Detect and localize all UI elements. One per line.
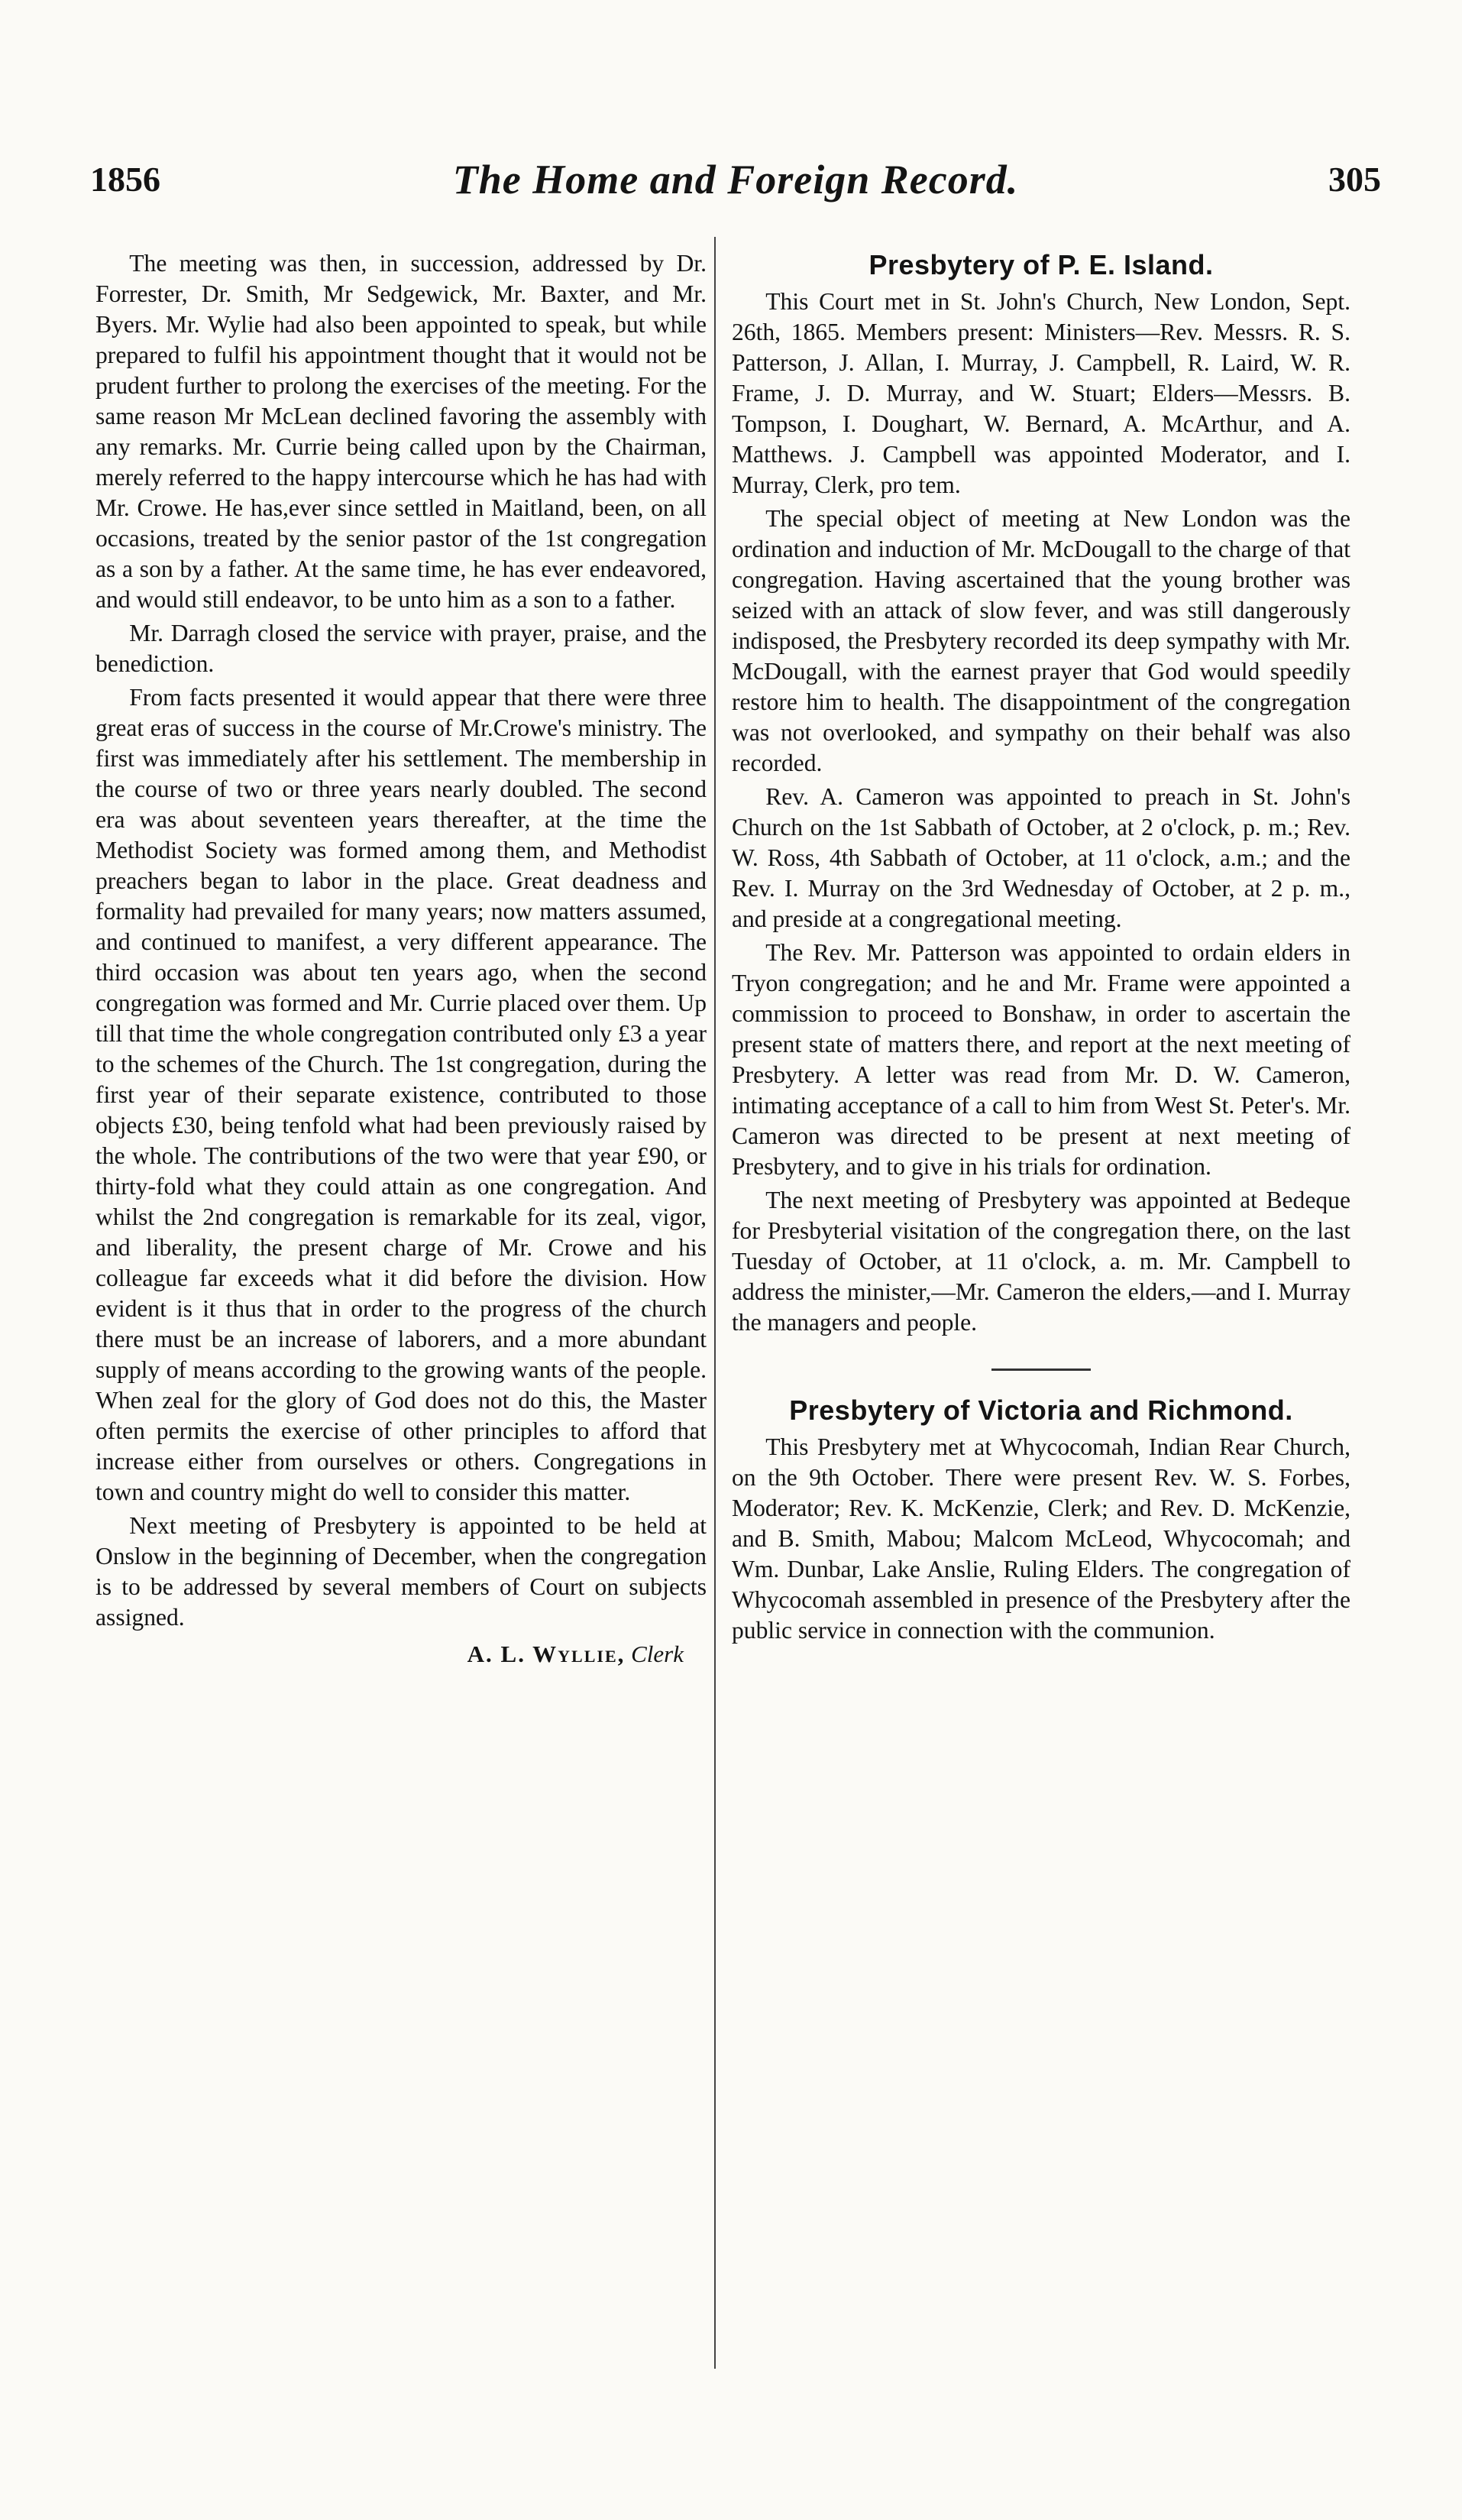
- paragraph: Mr. Darragh closed the service with prayer, praise, and the benediction.: [95, 620, 707, 677]
- left-column: [95, 248, 707, 1670]
- signature-name: A. L. Wyllie,: [467, 1641, 626, 1667]
- paragraph: The next meeting of Presbytery was appointed at Bedeque for Presbyterial visitation of the congregation there, on the last Tuesday of October, at 11 o'clock, a. m. Mr. Campbell to address the minister,—Mr. Cameron the elders,—and I. Murray the managers and people.: [732, 1187, 1350, 1336]
- section-heading-pei: Presbytery of P. E. Island.: [868, 249, 1214, 280]
- signature: [95, 1639, 707, 1670]
- paragraph: From facts presented it would appear that there were three great eras of success in the course of Mr.Crowe's ministry. The first was immediately after his settlement. The membership in the course of two or three years nearly doubled. The second era was about seventeen years thereafter, at the time the Methodist Society was formed among them, and Methodist preachers began to labor in the place. Great deadness and formality had prevailed for many years; now matters assumed, and continued to manifest, a very different appearance. The third occasion was about ten years ago, when the second congregation was formed and Mr. Currie placed over them. Up till that time the whole congregation contributed only £3 a year to the schemes of the Church. The 1st congregation, during the first year of their separate existence, contributed to those objects £30, being tenfold what had been previously raised by the whole. The contributions of the two were that year £90, or thirty-fold what they could attain as one congregation. And whilst the 2nd congregation is remarkable for its zeal, vigor, and liberality, the present charge of Mr. Crowe and his colleague far exceeds what it did before the division. How evident is it thus that in order to the progress of the church there must be an increase of laborers, and a more abundant supply of means according to the growing wants of the people. When zeal for the glory of God does not do this, the Master often permits the exercise of other principles to afford that increase either from ourselves or others. Congregations in town and country might do well to consider this matter.: [95, 684, 707, 1505]
- paragraph: The meeting was then, in succession, addressed by Dr. Forrester, Dr. Smith, Mr Sedgewick, Mr. Baxter, and Mr. Byers. Mr. Wylie had also been appointed to speak, but while prepared to fulfil his appointment thought that it would not be prudent further to prolong the exercises of the meeting. For the same reason Mr McLean declined favoring the assembly with any remarks. Mr. Currie being called upon by the Chairman, merely referred to the happy intercourse which he has had with Mr. Crowe. He has,ever since settled in Maitland, been, on all occasions, treated by the senior pastor of the 1st congregation as a son by a father. At the same time, he has ever endeavored, and would still endeavor, to be unto him as a son to a father.: [95, 250, 707, 613]
- paragraph: Next meeting of Presbytery is appointed to be held at Onslow in the beginning of December, when the congregation is to be addressed by several members of Court on subjects assigned.: [95, 1512, 707, 1631]
- paragraph: The special object of meeting at New London was the ordination and induction of Mr. McDougall to the charge of that congregation. Having ascertained that the young brother was seized with an attack of slow fever, and was still dangerously indisposed, the Presbytery recorded its deep sympathy with Mr. McDougall, with the earnest prayer that God would speedily restore him to health. The disappointment of the congregation was not overlooked, and sympathy on their behalf was also recorded.: [732, 505, 1350, 776]
- header-year: 1856: [90, 160, 160, 199]
- section-separator: [991, 1369, 1091, 1371]
- signature-role: Clerk: [631, 1641, 684, 1667]
- paragraph: Rev. A. Cameron was appointed to preach in St. John's Church on the 1st Sabbath of October, at 2 o'clock, p. m.; Rev. W. Ross, 4th Sabbath of October, at 11 o'clock, a.m.; and the Rev. I. Murray on the 3rd Wednesday of October, at 2 p. m., and preside at a congregational meeting.: [732, 783, 1350, 932]
- paragraph: This Presbytery met at Whycocomah, Indian Rear Church, on the 9th October. There were present Rev. W. S. Forbes, Moderator; Rev. K. McKenzie, Clerk; and Rev. D. McKenzie, and B. Smith, Mabou; Malcom McLeod, Whycocomah; and Wm. Dunbar, Lake Anslie, Ruling Elders. The congregation of Whycocomah assembled in presence of the Presbytery after the public service in connection with the communion.: [732, 1433, 1350, 1644]
- header-title: The Home and Foreign Record.: [452, 157, 1019, 202]
- page-number: 305: [1328, 160, 1381, 199]
- right-column: [732, 248, 1350, 1649]
- column-divider: [714, 237, 716, 2369]
- paragraph: The Rev. Mr. Patterson was appointed to ordain elders in Tryon congregation; and he and Mr. Frame were appointed a commission to proceed to Bonshaw, in order to ascertain the present state of matters there, and report at the next meeting of Presbytery. A letter was read from Mr. D. W. Cameron, intimating acceptance of a call to him from West St. Peter's. Mr. Cameron was directed to be present at next meeting of Presbytery, and to give in his trials for ordination.: [732, 939, 1350, 1180]
- page-header: [90, 159, 1381, 228]
- paragraph: This Court met in St. John's Church, New London, Sept. 26th, 1865. Members present: Ministers—Rev. Messrs. R. S. Patterson, J. Allan, I. Murray, J. Campbell, R. Laird, W. R. Frame, J. D. Murray, and W. Stuart; Elders—Messrs. B. Tompson, I. Doughart, W. Bernard, A. McArthur, and A. Matthews. J. Campbell was appointed Moderator, and I. Murray, Clerk, pro tem.: [732, 288, 1350, 498]
- section-heading-victoria-richmond: Presbytery of Victoria and Richmond.: [789, 1394, 1293, 1426]
